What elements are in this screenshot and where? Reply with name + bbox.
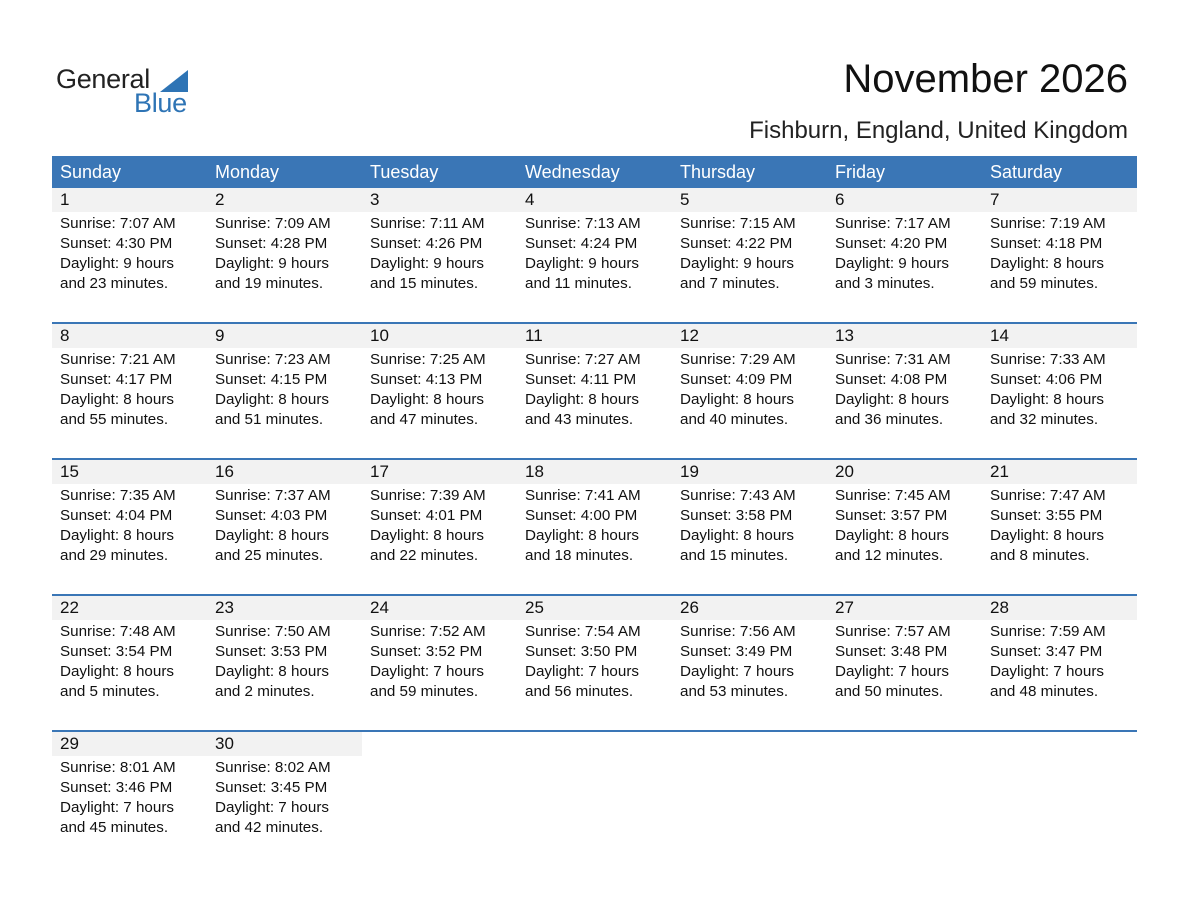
day-cell [982,324,1137,458]
daylight-minutes: and 2 minutes. [215,683,315,700]
day-details [52,620,207,702]
day-cell [672,732,827,866]
day-number: 8 [52,324,207,348]
sunrise-time: Sunrise: 7:09 AM [215,215,331,232]
weeks-container [52,188,1137,866]
brand-logo [56,64,196,120]
day-details [982,348,1137,430]
week-row [52,594,1137,730]
sunrise-time: Sunrise: 7:11 AM [370,215,485,232]
daylight-minutes: and 8 minutes. [990,547,1090,564]
sunrise-time: Sunrise: 8:01 AM [60,759,176,776]
sunrise-time: Sunrise: 7:33 AM [990,351,1106,368]
day-details [362,484,517,566]
day-number: 4 [517,188,672,212]
day-cell [672,188,827,322]
daylight-minutes: and 56 minutes. [525,683,634,700]
day-cell [517,732,672,866]
day-details [362,212,517,294]
weekday-header [52,156,1137,188]
sunrise-time: Sunrise: 7:48 AM [60,623,176,640]
sunset-time: Sunset: 4:17 PM [60,371,173,388]
sunrise-time: Sunrise: 7:37 AM [215,487,331,504]
sunrise-time: Sunrise: 7:57 AM [835,623,951,640]
day-cell [207,188,362,322]
sunset-time: Sunset: 3:45 PM [215,779,328,796]
daylight-hours: Daylight: 8 hours [680,391,794,408]
daylight-hours: Daylight: 8 hours [835,391,949,408]
day-cell [52,732,207,866]
daylight-hours: Daylight: 7 hours [370,663,484,680]
day-cell [207,324,362,458]
day-cell [52,188,207,322]
sunset-time: Sunset: 3:57 PM [835,507,948,524]
weekday-sunday: Sunday [60,162,122,182]
daylight-hours: Daylight: 8 hours [525,527,639,544]
day-details [207,212,362,294]
day-number: 26 [672,596,827,620]
sunrise-time: Sunrise: 7:39 AM [370,487,486,504]
day-details [982,484,1137,566]
sunrise-time: Sunrise: 7:27 AM [525,351,641,368]
day-number: 30 [207,732,362,756]
day-cell [207,732,362,866]
day-cell [827,596,982,730]
sunset-time: Sunset: 3:53 PM [215,643,328,660]
sunrise-time: Sunrise: 7:17 AM [835,215,951,232]
day-details [827,348,982,430]
day-cell [207,596,362,730]
day-cell [672,460,827,594]
day-cell [207,460,362,594]
day-details [362,348,517,430]
daylight-hours: Daylight: 7 hours [990,663,1104,680]
day-number: 16 [207,460,362,484]
day-details [52,484,207,566]
sunrise-time: Sunrise: 7:45 AM [835,487,951,504]
daylight-minutes: and 12 minutes. [835,547,944,564]
sunset-time: Sunset: 3:55 PM [990,507,1103,524]
day-details [827,484,982,566]
daylight-minutes: and 22 minutes. [370,547,479,564]
daylight-minutes: and 25 minutes. [215,547,324,564]
weekday-tuesday: Tuesday [370,162,439,182]
daylight-hours: Daylight: 8 hours [60,527,174,544]
day-number: 22 [52,596,207,620]
day-cell [362,460,517,594]
daylight-minutes: and 29 minutes. [60,547,169,564]
sunrise-time: Sunrise: 7:54 AM [525,623,641,640]
weekday-saturday: Saturday [990,162,1063,182]
sunrise-time: Sunrise: 7:15 AM [680,215,796,232]
day-cell [517,324,672,458]
daylight-hours: Daylight: 7 hours [680,663,794,680]
sunrise-time: Sunrise: 7:56 AM [680,623,796,640]
sunset-time: Sunset: 3:50 PM [525,643,638,660]
daylight-hours: Daylight: 8 hours [370,527,484,544]
sunrise-time: Sunrise: 7:13 AM [525,215,641,232]
day-number: 2 [207,188,362,212]
day-cell [362,188,517,322]
daylight-minutes: and 47 minutes. [370,411,479,428]
day-cell [827,188,982,322]
day-details [827,620,982,702]
sunrise-time: Sunrise: 7:47 AM [990,487,1106,504]
day-details [52,212,207,294]
daylight-hours: Daylight: 9 hours [370,255,484,272]
daylight-hours: Daylight: 9 hours [835,255,949,272]
daylight-hours: Daylight: 9 hours [215,255,329,272]
week-row [52,188,1137,322]
day-cell [982,596,1137,730]
day-cell [672,324,827,458]
day-number: 28 [982,596,1137,620]
calendar-grid [52,156,1137,866]
day-details [672,212,827,294]
day-number: 20 [827,460,982,484]
day-number: 1 [52,188,207,212]
day-cell [517,596,672,730]
daylight-minutes: and 32 minutes. [990,411,1099,428]
daylight-hours: Daylight: 7 hours [215,799,329,816]
daylight-hours: Daylight: 9 hours [525,255,639,272]
day-number: 7 [982,188,1137,212]
daylight-minutes: and 19 minutes. [215,275,324,292]
daylight-minutes: and 59 minutes. [370,683,479,700]
sunrise-time: Sunrise: 7:25 AM [370,351,486,368]
daylight-hours: Daylight: 8 hours [835,527,949,544]
sunrise-time: Sunrise: 7:19 AM [990,215,1106,232]
daylight-minutes: and 11 minutes. [525,275,632,292]
day-details [672,348,827,430]
sunrise-time: Sunrise: 7:59 AM [990,623,1106,640]
day-number: 23 [207,596,362,620]
sunrise-time: Sunrise: 7:50 AM [215,623,331,640]
daylight-hours: Daylight: 8 hours [215,663,329,680]
day-number: 9 [207,324,362,348]
day-number: 10 [362,324,517,348]
sunset-time: Sunset: 3:49 PM [680,643,793,660]
weekday-friday: Friday [835,162,886,182]
day-details [827,212,982,294]
day-cell [517,460,672,594]
daylight-minutes: and 18 minutes. [525,547,634,564]
day-cell [362,596,517,730]
day-number: 6 [827,188,982,212]
day-details [207,756,362,838]
day-number: 17 [362,460,517,484]
sunset-time: Sunset: 4:00 PM [525,507,638,524]
sunset-time: Sunset: 3:54 PM [60,643,173,660]
sunset-time: Sunset: 3:58 PM [680,507,793,524]
daylight-hours: Daylight: 8 hours [680,527,794,544]
week-row [52,322,1137,458]
day-details [52,756,207,838]
day-cell [517,188,672,322]
daylight-hours: Daylight: 9 hours [60,255,174,272]
day-number: 3 [362,188,517,212]
weekday-wednesday: Wednesday [525,162,620,182]
daylight-minutes: and 23 minutes. [60,275,169,292]
day-number: 13 [827,324,982,348]
day-cell [982,188,1137,322]
sunset-time: Sunset: 3:46 PM [60,779,173,796]
sunrise-time: Sunrise: 7:23 AM [215,351,331,368]
daylight-hours: Daylight: 8 hours [990,255,1104,272]
daylight-minutes: and 5 minutes. [60,683,160,700]
sunset-time: Sunset: 4:15 PM [215,371,328,388]
sunrise-time: Sunrise: 7:31 AM [835,351,951,368]
daylight-hours: Daylight: 8 hours [525,391,639,408]
day-details [517,348,672,430]
sunset-time: Sunset: 3:47 PM [990,643,1103,660]
week-row [52,458,1137,594]
daylight-hours: Daylight: 7 hours [60,799,174,816]
day-number: 12 [672,324,827,348]
week-row [52,730,1137,866]
logo-general-text: General [56,64,150,94]
daylight-hours: Daylight: 7 hours [835,663,949,680]
day-details [982,212,1137,294]
day-details [52,348,207,430]
daylight-hours: Daylight: 8 hours [60,663,174,680]
day-details [672,620,827,702]
day-cell [827,324,982,458]
day-details [207,484,362,566]
daylight-minutes: and 42 minutes. [215,819,324,836]
daylight-hours: Daylight: 9 hours [680,255,794,272]
sunset-time: Sunset: 4:24 PM [525,235,638,252]
sunset-time: Sunset: 4:28 PM [215,235,328,252]
sunrise-time: Sunrise: 7:35 AM [60,487,176,504]
sunset-time: Sunset: 4:11 PM [525,371,637,388]
daylight-minutes: and 3 minutes. [835,275,935,292]
daylight-minutes: and 36 minutes. [835,411,944,428]
day-number: 24 [362,596,517,620]
daylight-minutes: and 45 minutes. [60,819,169,836]
sunset-time: Sunset: 4:30 PM [60,235,173,252]
daylight-minutes: and 59 minutes. [990,275,1099,292]
sunrise-time: Sunrise: 7:43 AM [680,487,796,504]
sunset-time: Sunset: 4:13 PM [370,371,483,388]
day-number: 5 [672,188,827,212]
day-number: 15 [52,460,207,484]
sunrise-time: Sunrise: 7:29 AM [680,351,796,368]
sunset-time: Sunset: 4:04 PM [60,507,173,524]
sunset-time: Sunset: 4:20 PM [835,235,948,252]
day-cell [362,732,517,866]
sunset-time: Sunset: 4:26 PM [370,235,483,252]
sunrise-time: Sunrise: 7:21 AM [60,351,176,368]
day-cell [52,460,207,594]
day-details [672,484,827,566]
sunrise-time: Sunrise: 7:52 AM [370,623,486,640]
sunrise-time: Sunrise: 8:02 AM [215,759,331,776]
day-cell [52,324,207,458]
daylight-minutes: and 51 minutes. [215,411,324,428]
sunset-time: Sunset: 4:08 PM [835,371,948,388]
sunrise-time: Sunrise: 7:07 AM [60,215,176,232]
day-cell [827,732,982,866]
day-number: 19 [672,460,827,484]
sunset-time: Sunset: 4:22 PM [680,235,793,252]
daylight-minutes: and 15 minutes. [680,547,789,564]
weekday-thursday: Thursday [680,162,756,182]
daylight-hours: Daylight: 8 hours [990,391,1104,408]
weekday-monday: Monday [215,162,280,182]
location-subtitle: Fishburn, England, United Kingdom [749,117,1128,144]
day-details [982,620,1137,702]
day-details [207,620,362,702]
sunset-time: Sunset: 4:03 PM [215,507,328,524]
day-details [362,620,517,702]
day-number: 29 [52,732,207,756]
sunrise-time: Sunrise: 7:41 AM [525,487,641,504]
daylight-hours: Daylight: 8 hours [215,527,329,544]
day-cell [982,732,1137,866]
daylight-minutes: and 43 minutes. [525,411,634,428]
day-details [207,348,362,430]
daylight-minutes: and 53 minutes. [680,683,789,700]
day-number: 25 [517,596,672,620]
daylight-minutes: and 7 minutes. [680,275,780,292]
day-cell [362,324,517,458]
daylight-hours: Daylight: 7 hours [525,663,639,680]
sunset-time: Sunset: 4:18 PM [990,235,1103,252]
day-details [517,212,672,294]
sunset-time: Sunset: 4:06 PM [990,371,1103,388]
day-cell [982,460,1137,594]
day-details [517,620,672,702]
daylight-minutes: and 55 minutes. [60,411,169,428]
daylight-hours: Daylight: 8 hours [370,391,484,408]
daylight-minutes: and 40 minutes. [680,411,789,428]
daylight-hours: Daylight: 8 hours [215,391,329,408]
logo-blue-text: Blue [134,88,187,118]
sunset-time: Sunset: 4:09 PM [680,371,793,388]
sunset-time: Sunset: 4:01 PM [370,507,483,524]
day-cell [827,460,982,594]
daylight-minutes: and 15 minutes. [370,275,479,292]
day-number: 11 [517,324,672,348]
sunset-time: Sunset: 3:48 PM [835,643,948,660]
daylight-hours: Daylight: 8 hours [60,391,174,408]
daylight-minutes: and 48 minutes. [990,683,1099,700]
daylight-minutes: and 50 minutes. [835,683,944,700]
daylight-hours: Daylight: 8 hours [990,527,1104,544]
day-number: 27 [827,596,982,620]
day-number: 18 [517,460,672,484]
page-title: November 2026 [843,57,1128,101]
day-number: 14 [982,324,1137,348]
sunset-time: Sunset: 3:52 PM [370,643,483,660]
day-cell [52,596,207,730]
day-details [517,484,672,566]
day-number: 21 [982,460,1137,484]
day-cell [672,596,827,730]
